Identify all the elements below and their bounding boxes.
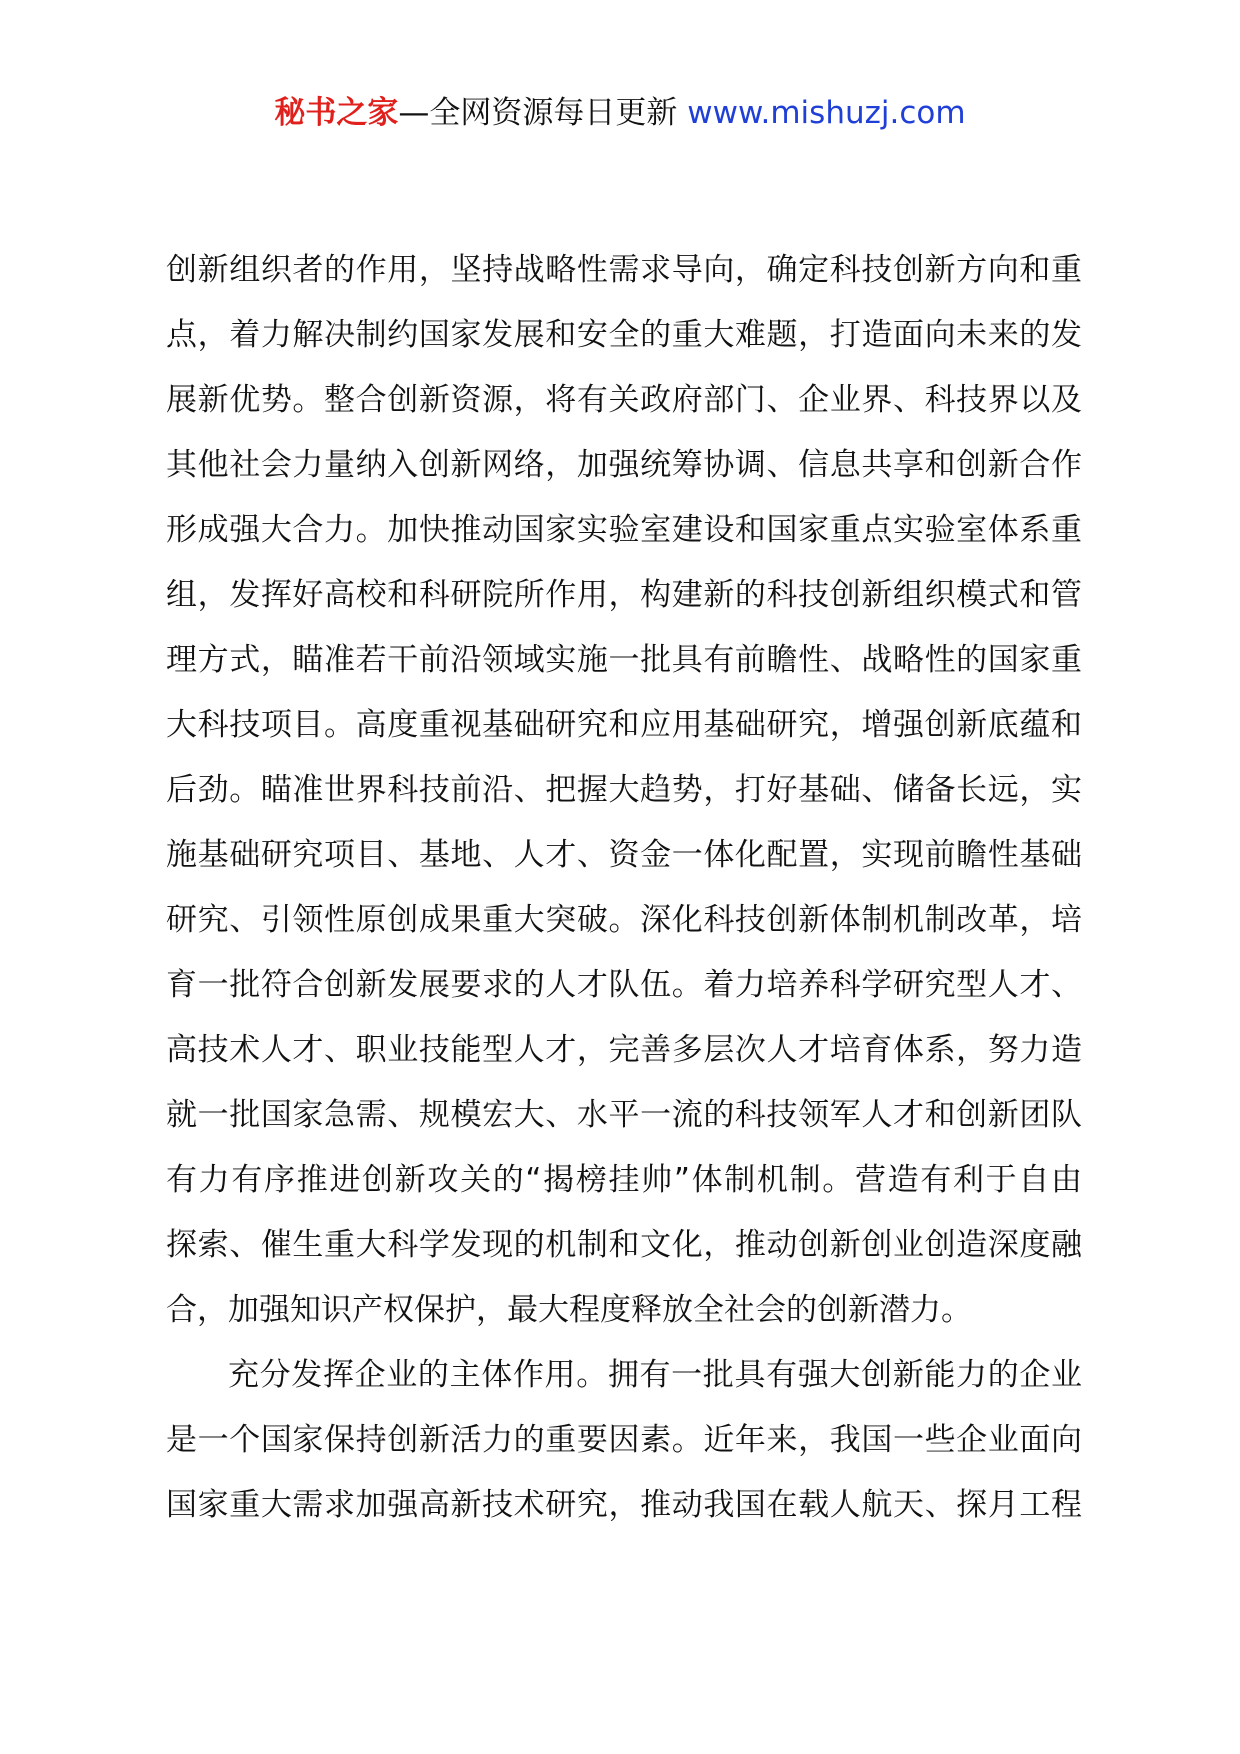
text-line: 后劲。瞄准世界科技前沿、把握大趋势，打好基础、储备长远，实 — [166, 772, 1082, 808]
site-slogan: —全网资源每日更新 — [398, 95, 688, 131]
text-line: 充分发挥企业的主体作用。拥有一批具有强大创新能力的企业 — [228, 1357, 1082, 1393]
text-line: 国家重大需求加强高新技术研究，推动我国在载人航天、探月工程 — [166, 1487, 1082, 1523]
text-line: 理方式，瞄准若干前沿领域实施一批具有前瞻性、战略性的国家重 — [166, 642, 1082, 678]
site-header — [0, 88, 1240, 138]
site-brand: 秘书之家 — [274, 95, 399, 131]
text-line: 合，加强知识产权保护，最大程度释放全社会的创新潜力。 — [166, 1292, 972, 1328]
text-line: 高技术人才、职业技能型人才，完善多层次人才培育体系，努力造 — [166, 1032, 1082, 1068]
text-line: 探索、催生重大科学发现的机制和文化，推动创新创业创造深度融 — [166, 1227, 1082, 1263]
document-body — [166, 238, 1082, 1538]
text-line: 形成强大合力。加快推动国家实验室建设和国家重点实验室体系重 — [166, 512, 1082, 548]
text-line: 研究、引领性原创成果重大突破。深化科技创新体制机制改革，培 — [166, 902, 1082, 938]
text-line: 点，着力解决制约国家发展和安全的重大难题，打造面向未来的发 — [166, 317, 1082, 353]
site-url-link[interactable]: www.mishuzj.com — [687, 95, 966, 131]
text-line: 育一批符合创新发展要求的人才队伍。着力培养科学研究型人才、 — [166, 967, 1082, 1003]
text-line: 是一个国家保持创新活力的重要因素。近年来，我国一些企业面向 — [166, 1422, 1082, 1458]
text-line: 施基础研究项目、基地、人才、资金一体化配置，实现前瞻性基础 — [166, 837, 1082, 873]
text-line: 创新组织者的作用，坚持战略性需求导向，确定科技创新方向和重 — [166, 252, 1082, 288]
text-line: 其他社会力量纳入创新网络，加强统筹协调、信息共享和创新合作 — [166, 447, 1082, 483]
text-line: 就一批国家急需、规模宏大、水平一流的科技领军人才和创新团队 — [166, 1097, 1082, 1133]
text-line: 大科技项目。高度重视基础研究和应用基础研究，增强创新底蕴和 — [166, 707, 1082, 743]
text-line: 组，发挥好高校和科研院所作用，构建新的科技创新组织模式和管 — [166, 577, 1082, 613]
text-line: 有力有序推进创新攻关的“揭榜挂帅”体制机制。营造有利于自由 — [166, 1162, 1082, 1198]
text-line: 展新优势。整合创新资源，将有关政府部门、企业界、科技界以及 — [166, 382, 1082, 418]
